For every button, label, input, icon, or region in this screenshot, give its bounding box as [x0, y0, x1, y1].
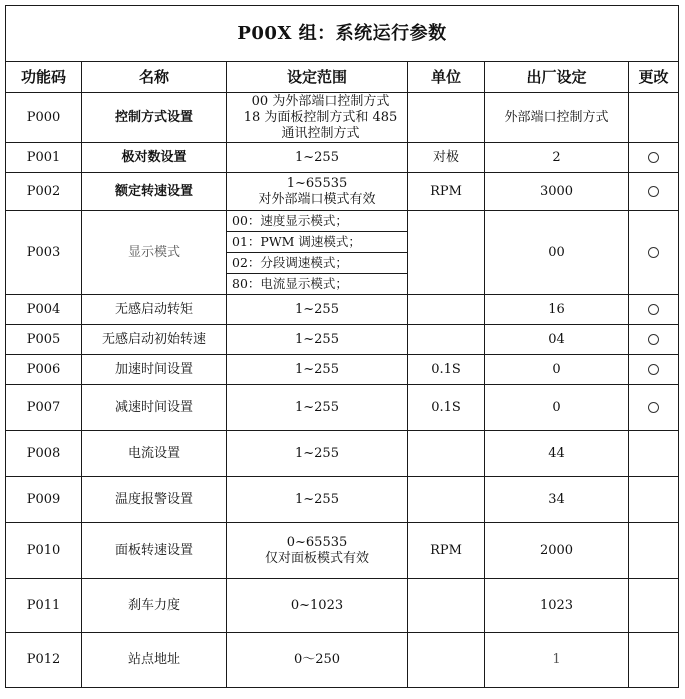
row-default: 04 — [485, 325, 629, 355]
row-default: 3000 — [485, 173, 629, 211]
header-name: 名称 — [82, 62, 227, 93]
row-unit — [408, 579, 485, 633]
row-unit: RPM — [408, 173, 485, 211]
row-unit — [408, 211, 485, 295]
row-name: 控制方式设置 — [82, 93, 227, 143]
range-line: 1~65535 — [286, 175, 348, 191]
row-range — [227, 211, 408, 295]
row-name: 无感启动初始转速 — [82, 325, 227, 355]
circle-icon — [648, 334, 659, 345]
row-code: P004 — [6, 295, 82, 325]
row-code: P007 — [6, 385, 82, 431]
header-range: 设定范围 — [227, 62, 408, 93]
row-range: 1~255 — [227, 295, 408, 325]
row-default: 1023 — [485, 579, 629, 633]
row-code: P003 — [6, 211, 82, 295]
row-default: 0 — [485, 355, 629, 385]
row-code: P012 — [6, 633, 82, 688]
mode-item: 02：分段调速模式； — [227, 253, 407, 274]
table-row — [6, 633, 679, 688]
row-default: 00 — [485, 211, 629, 295]
row-range: 1~255 — [227, 431, 408, 477]
mode-list — [227, 211, 407, 294]
range-line: 对外部端口模式有效 — [258, 191, 376, 207]
table-row — [6, 143, 679, 173]
row-unit — [408, 93, 485, 143]
row-code: P011 — [6, 579, 82, 633]
mode-item: 80：电流显示模式； — [232, 276, 348, 291]
row-change — [629, 295, 679, 325]
row-name: 刹车力度 — [82, 579, 227, 633]
row-change — [629, 385, 679, 431]
circle-icon — [648, 364, 659, 375]
row-unit — [408, 325, 485, 355]
row-range — [227, 173, 408, 211]
table-row — [6, 295, 679, 325]
row-change — [629, 173, 679, 211]
table-row — [6, 173, 679, 211]
row-unit: 0.1S — [408, 385, 485, 431]
range-line: 00 为外部端口控制方式 — [251, 93, 390, 109]
table-row — [6, 385, 679, 431]
circle-icon — [648, 186, 659, 197]
table-row — [6, 579, 679, 633]
row-default: 2 — [485, 143, 629, 173]
row-name: 电流设置 — [82, 431, 227, 477]
row-name: 站点地址 — [82, 633, 227, 688]
row-range: 1~255 — [227, 355, 408, 385]
row-code: P002 — [6, 173, 82, 211]
table-row — [6, 431, 679, 477]
row-range: 1~255 — [227, 325, 408, 355]
row-name: 无感启动转矩 — [82, 295, 227, 325]
row-change — [629, 431, 679, 477]
row-default: 外部端口控制方式 — [485, 93, 629, 143]
mode-item: 01：PWM 调速模式； — [227, 232, 407, 253]
row-default: 0 — [485, 385, 629, 431]
circle-icon — [648, 304, 659, 315]
row-default: 16 — [485, 295, 629, 325]
circle-icon — [648, 152, 659, 163]
row-change — [629, 523, 679, 579]
row-default: 44 — [485, 431, 629, 477]
header-change: 更改 — [629, 62, 679, 93]
row-range — [227, 523, 408, 579]
row-change — [629, 143, 679, 173]
row-name: 面板转速设置 — [82, 523, 227, 579]
range-line: 0~65535 — [286, 534, 348, 550]
row-code: P008 — [6, 431, 82, 477]
row-unit — [408, 295, 485, 325]
row-code: P001 — [6, 143, 82, 173]
row-change — [629, 579, 679, 633]
row-range: 1~255 — [227, 477, 408, 523]
row-change — [629, 477, 679, 523]
row-code: P000 — [6, 93, 82, 143]
row-name: 显示模式 — [82, 211, 227, 295]
range-line: 仅对面板模式有效 — [264, 550, 369, 566]
row-name: 加速时间设置 — [82, 355, 227, 385]
row-default: 2000 — [485, 523, 629, 579]
table-row — [6, 93, 679, 143]
row-unit — [408, 477, 485, 523]
row-name: 额定转速设置 — [82, 173, 227, 211]
table-row — [6, 211, 679, 295]
row-change — [629, 93, 679, 143]
row-code: P006 — [6, 355, 82, 385]
row-unit: 0.1S — [408, 355, 485, 385]
row-range: 1~255 — [227, 143, 408, 173]
range-line: 18 为面板控制方式和 485 — [243, 109, 398, 125]
row-change — [629, 355, 679, 385]
header-code: 功能码 — [6, 62, 82, 93]
row-name: 极对数设置 — [82, 143, 227, 173]
row-change — [629, 325, 679, 355]
row-code: P005 — [6, 325, 82, 355]
row-code: P009 — [6, 477, 82, 523]
row-name: 温度报警设置 — [82, 477, 227, 523]
row-name: 减速时间设置 — [82, 385, 227, 431]
parameter-table — [5, 5, 679, 688]
row-change — [629, 633, 679, 688]
circle-icon — [648, 402, 659, 413]
circle-icon — [648, 247, 659, 258]
table-row — [6, 523, 679, 579]
header-default: 出厂设定 — [485, 62, 629, 93]
table-row — [6, 477, 679, 523]
row-unit — [408, 633, 485, 688]
row-unit — [408, 431, 485, 477]
row-range: 0～250 — [227, 633, 408, 688]
header-row — [6, 62, 679, 93]
table-row — [6, 325, 679, 355]
row-code: P010 — [6, 523, 82, 579]
row-unit: RPM — [408, 523, 485, 579]
row-default: 1 — [485, 633, 629, 688]
row-change — [629, 211, 679, 295]
table-title: P00X 组：系统运行参数 — [6, 6, 679, 62]
mode-item: 00：速度显示模式； — [227, 211, 407, 232]
table-row — [6, 355, 679, 385]
row-range — [227, 93, 408, 143]
row-range: 0~1023 — [227, 579, 408, 633]
header-unit: 单位 — [408, 62, 485, 93]
range-line: 通讯控制方式 — [281, 125, 360, 141]
row-range: 1~255 — [227, 385, 408, 431]
row-unit: 对极 — [408, 143, 485, 173]
row-default: 34 — [485, 477, 629, 523]
